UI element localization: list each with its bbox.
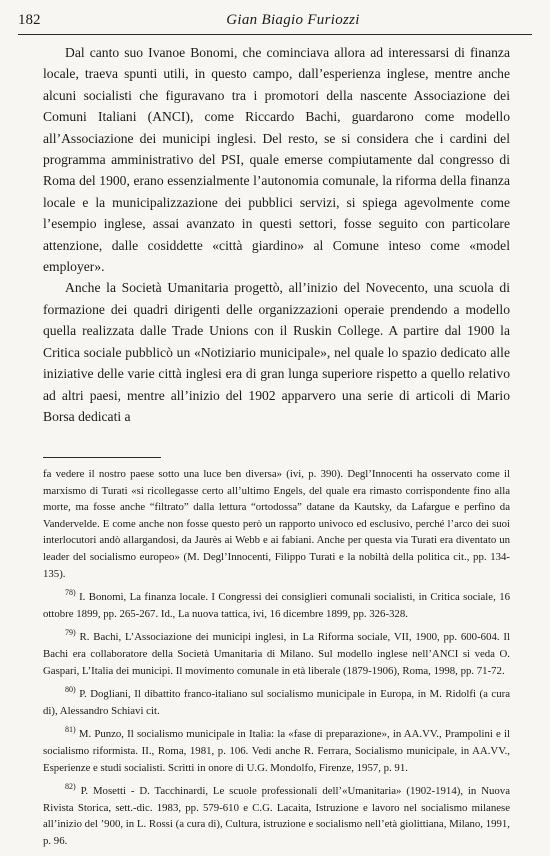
main-text (43, 42, 510, 427)
page-header (18, 12, 528, 34)
footnote-separator (43, 457, 161, 458)
footnote-continued: fa vedere il nostro paese sotto una luce ben diversa» (ivi, p. 390). Degl’Innocenti ha osservato come il marxismo di Turati «si ricollegasse certo all’ultimo Engels, del quale era rimasto corrispondente fino alla morte, ma fosse anche “filtrato” dalla lettura “ortodossa” datane da Kautsky, da Lafargue e perfino da Vandervelde. E come anche non fosse questo però un rapporto univoco ed esclusivo, perché l’arco dei suoi interlocutori andò allargandosi, da Jaurès ai Webb e ai fabiani. Anche per questa via Turati era diventato un leader del socialismo europeo» (M. Degl’Innocenti, Filippo Turati e la nobiltà della politica cit., pp. 134-135). (43, 468, 510, 580)
header-rule (18, 34, 532, 35)
footnote-78: $^{78)}$ I. Bonomi, La finanza locale. I Congressi dei consiglieri comunali socialisti, in Critica sociale, 16 ottobre 1899, pp. 265-267. Id., La nuova tattica, ivi, 16 dicembre 1899, pp. 326-328. (43, 588, 510, 620)
footnotes (43, 466, 510, 856)
footnote-80: $^{80)}$ P. Dogliani, Il dibattito franco-italiano sul socialismo municipale in Europa, in M. Ridolfi (a cura di), Alessandro Schiavi cit. (43, 685, 510, 717)
paragraph: Dal canto suo Ivanoe Bonomi, che cominciava allora ad interessarsi di finanza locale, traeva spunti utili, in questo campo, dall’esperienza inglese, mentre anche alcuni socialisti che figuravano tra i promotori della nascente Associazione dei Comuni Italiani (ANCI), come Riccardo Bachi, guardarono come modello all’Associazione dei municipi inglesi. Del resto, se si considera che i cardini del programma amministrativo del PSI, quale emerse compiutamente dal congresso di Roma del 1900, erano essenzialmente l’autonomia comunale, la riforma della finanza locale e la municipalizzazione dei pubblici servizi, si spiega agevolmente come l’esempio inglese, assai avanzato in questi settori, fosse seguito con particolare attenzione, dalle cosiddette «città giardino» al Comune inteso come «model employer». (43, 45, 510, 275)
footnote-81: $^{81)}$ M. Punzo, Il socialismo municipale in Italia: la «fase di preparazione», in AA.VV., Prampolini e il socialismo riformista. II., Roma, 1981, p. 106. Vedi anche R. Ferrara, Socialismo municipale, in AA.VV., Esperienze e studi socialisti. Scritti in onore di U.G. Mondolfo, Firenze, 1957, p. 91. (43, 725, 510, 774)
running-title: Gian Biagio Furiozzi (226, 12, 360, 28)
paragraph: Anche la Società Umanitaria progettò, all’inizio del Novecento, una scuola di formazione dei quadri dirigenti delle organizzazioni operaie prendendo a modello quella realizzata dalle Trade Unions con il Ruskin College. A partire dal 1900 la Critica sociale pubblicò un «Notiziario municipale», nel quale lo spazio dedicato alle iniziative delle varie città inglesi era di gran lunga superiore rispetto a quello relativo ad altri paesi, mentre all’inizio del 1902 apparvero una serie di articoli di Mario Borsa dedicati a (43, 280, 510, 424)
page-number: 182 (18, 12, 41, 28)
footnote-79: $^{79)}$ R. Bachi, L’Associazione dei municipi inglesi, in La Riforma sociale, VII, 1900, pp. 600-604. Il Bachi era collaboratore della Società Umanitaria di Milano. Sul modello inglese nell’ANCI si veda O. Gaspari, L’Italia dei municipi. Il movimento comunale in età liberale (1879-1906), Roma, 1998, pp. 71-72. (43, 628, 511, 677)
footnote-82: $^{82)}$ P. Mosetti - D. Tacchinardi, Le scuole professionali dell’«Umanitaria» (1902-1914), in Nuova Rivista Storica, sett.-dic. 1983, pp. 579-610 e C.G. Lacaita, Istruzione e lavoro nel socialismo milanese all’inizio del ’900, in L. Rossi (a cura di), Cultura, istruzione e socialismo nell’età giolittiana, Milano, 1991, p. 96. (43, 782, 510, 847)
